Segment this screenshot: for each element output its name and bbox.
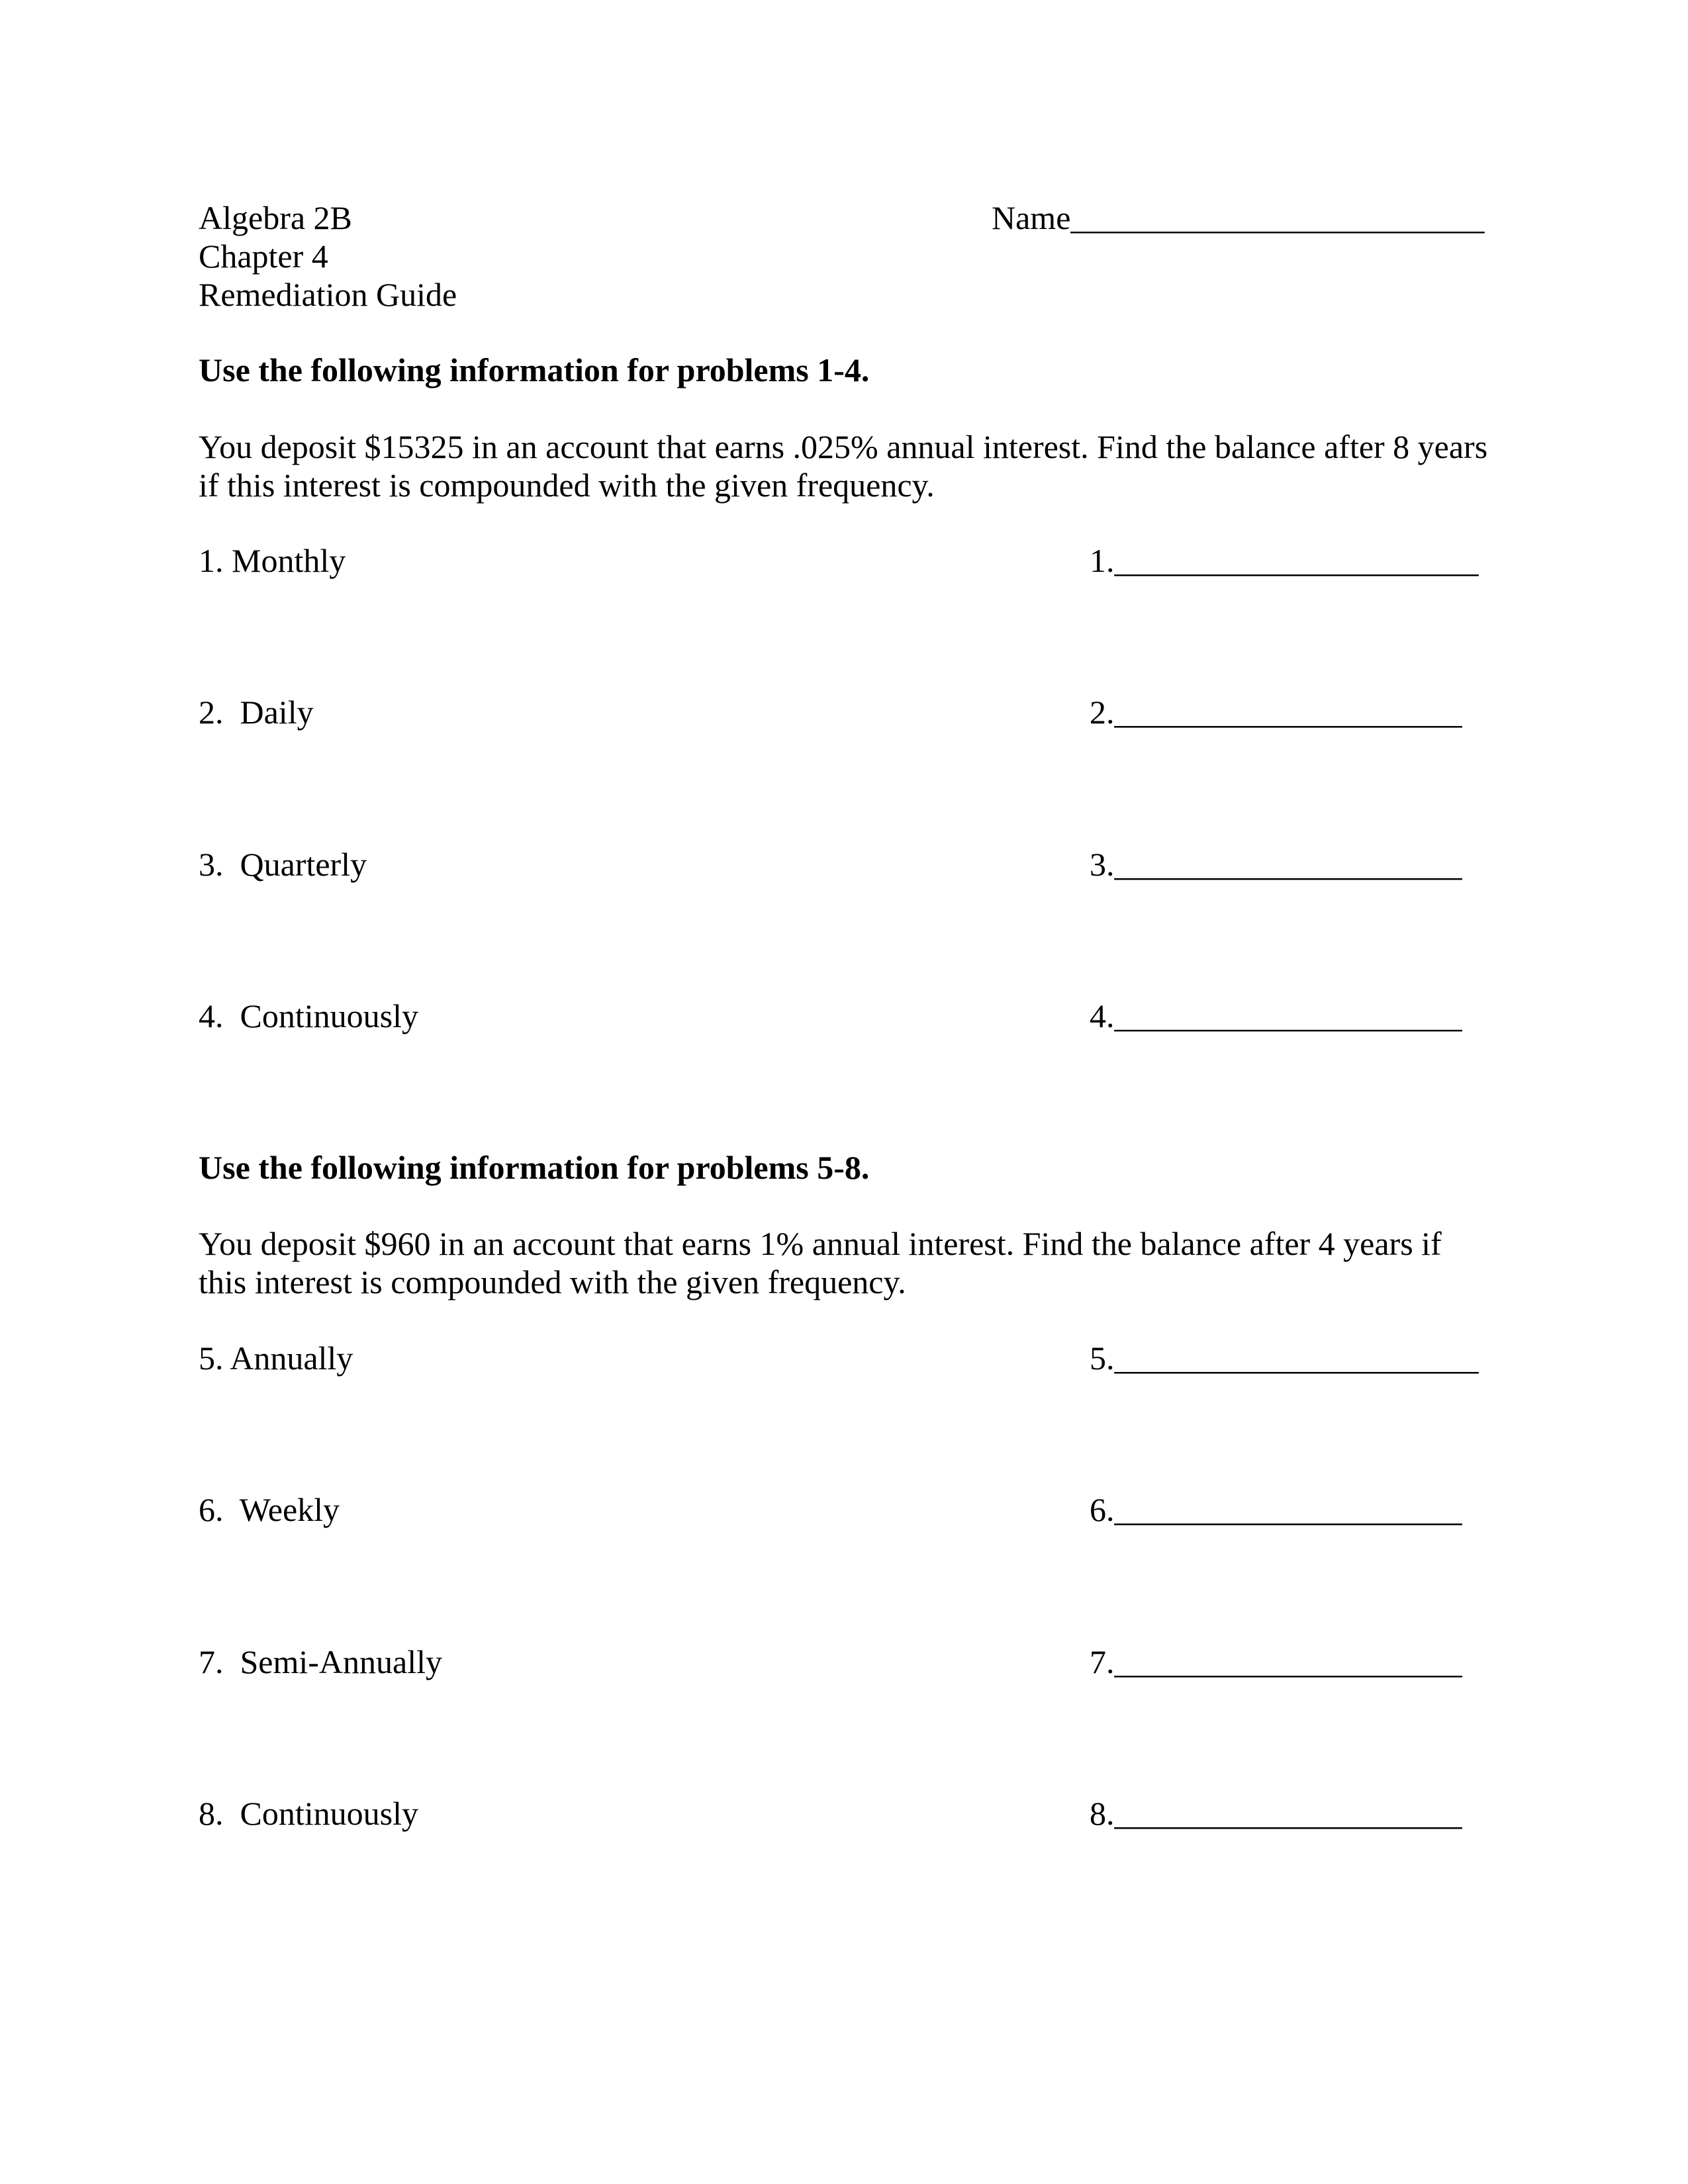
problem-2-answer[interactable]: 2._____________________ xyxy=(1090,694,1462,731)
problem-6-answer[interactable]: 6._____________________ xyxy=(1090,1491,1462,1528)
problem-2-label: 2. Daily xyxy=(199,694,314,731)
section1-prompt: You deposit $15325 in an account that earns .025% annual interest. Find the balance after 8 years if this interest is compounded with the given frequency. xyxy=(199,428,1488,504)
section2-prompt: You deposit $960 in an account that earns 1% annual interest. Find the balance after 4 years if this interest is compounded with the given frequency. xyxy=(199,1225,1442,1300)
section1-heading: Use the following information for problems 1-4. xyxy=(199,351,870,388)
problem-7-label: 7. Semi-Annually xyxy=(199,1643,443,1680)
name-field[interactable]: Name_________________________ xyxy=(992,199,1485,236)
problem-5-answer[interactable]: 5.______________________ xyxy=(1090,1340,1479,1377)
problem-3-label: 3. Quarterly xyxy=(199,846,367,883)
problem-4-answer[interactable]: 4._____________________ xyxy=(1090,997,1462,1034)
problem-5-label: 5. Annually xyxy=(199,1340,353,1377)
section2-heading: Use the following information for problems 5-8. xyxy=(199,1149,870,1186)
problem-1-label: 1. Monthly xyxy=(199,542,346,579)
problem-3-answer[interactable]: 3._____________________ xyxy=(1090,846,1462,883)
course-title: Algebra 2B xyxy=(199,199,352,236)
problem-7-answer[interactable]: 7._____________________ xyxy=(1090,1643,1462,1680)
chapter-title: Chapter 4 xyxy=(199,238,328,275)
problem-8-answer[interactable]: 8._____________________ xyxy=(1090,1795,1462,1832)
problem-1-answer[interactable]: 1.______________________ xyxy=(1090,542,1479,579)
problem-8-label: 8. Continuously xyxy=(199,1795,418,1832)
guide-title: Remediation Guide xyxy=(199,276,457,313)
problem-4-label: 4. Continuously xyxy=(199,997,418,1034)
problem-6-label: 6. Weekly xyxy=(199,1491,340,1528)
